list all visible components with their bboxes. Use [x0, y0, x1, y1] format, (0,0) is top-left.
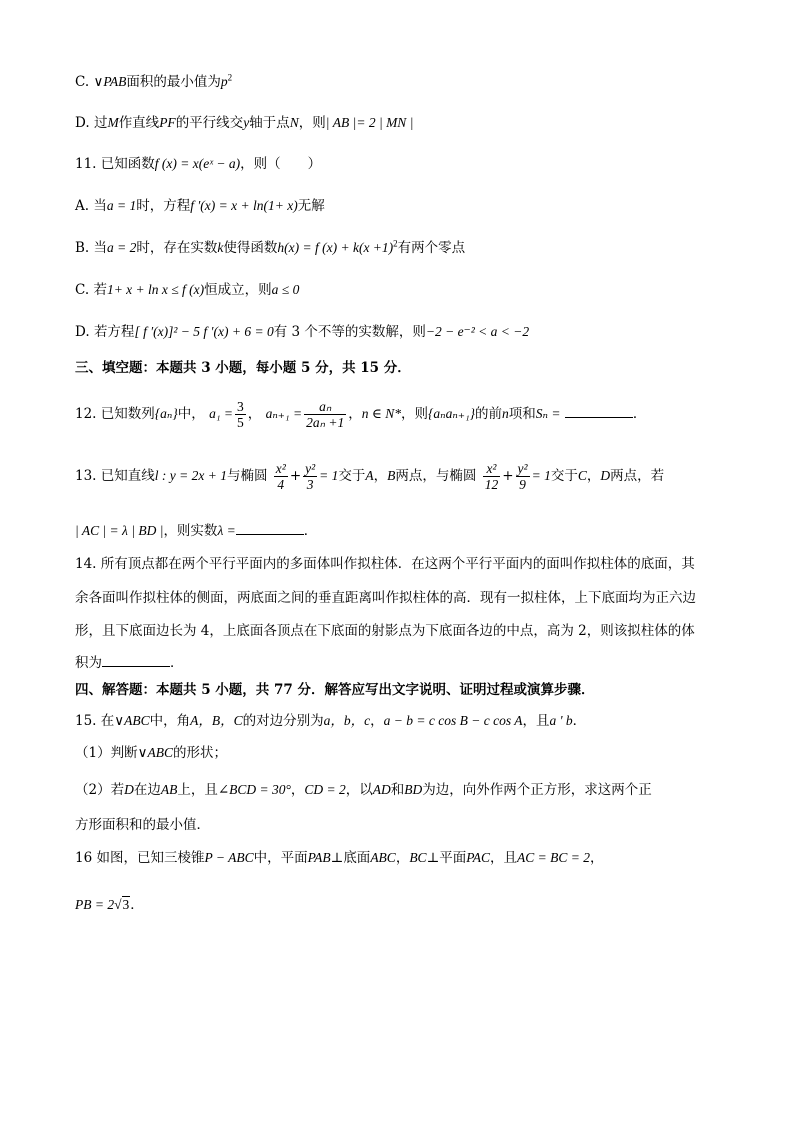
fraction-a1: $\frac{3}{5}$ [237, 399, 244, 430]
triangle-expr: ∨PAB [93, 74, 127, 89]
question-11-option-a: A. 当a = 1时，方程f ′(x) = x + ln(1+ x)无解 [75, 198, 325, 214]
question-14-line-3: 形，且下底面边长为 4，上底面各顶点在下底面的射影点为下底面各边的中点，高为 2，则该拟柱体的体 [75, 623, 695, 639]
question-15: 15. 在∨ABC中，角A，B，C的对边分别为a，b，c，a − b = c cos B − c cos A，且a ' b． [75, 713, 587, 729]
question-11-option-b: B. 当a = 2时，存在实数k使得函数h(x) = f $(x) + k(x +1)^2$有两个零点 [75, 238, 466, 256]
question-13-line-2: | AC | = λ | BD |，则实数λ = ． [75, 520, 317, 541]
question-11-option-c: C. 若1+ x + ln x ≤ f (x)恒成立，则a ≤ 0 [75, 282, 300, 298]
question-11-option-d: D. 若方程[ f ′(x)]² − 5 f ′(x) + 6 = 0有 3 个不等的实数解，则−2 − e⁻² < a < −2 [75, 324, 530, 340]
fraction-recurrence: $\frac{\text{aₙ}}{\text{2aₙ +1}}$ [306, 399, 345, 430]
question-14-line-1: 14. 所有顶点都在两个平行平面内的多面体叫作拟柱体．在这两个平行平面内的面叫作拟柱体的底面，其 [75, 556, 695, 572]
answer-blank[interactable] [102, 652, 170, 667]
question-16-line-2: PB = 2√3． [75, 897, 144, 913]
question-14-line-2: 余各面叫作拟柱体的侧面，两底面之间的垂直距离叫作拟柱体的高．现有一拟柱体，上下底面均为正六边 [75, 590, 696, 606]
section-4-heading: 四、解答题：本题共 5 小题，共 77 分．解答应写出文字说明、证明过程或演算步骤． [75, 682, 595, 698]
answer-blank[interactable] [565, 403, 633, 418]
question-15-part-1: （1）判断∨ABC的形状； [75, 745, 227, 761]
question-15-part-2: （2）若D在边AB上，且∠BCD = 30°，CD = 2，以AD和BD为边，向外作两个正方形，求这两个正 [75, 782, 652, 798]
question-15-part-2-line-2: 方形面积和的最小值． [75, 817, 210, 833]
section-3-heading: 三、填空题：本题共 3 小题，每小题 5 分，共 15 分． [75, 360, 411, 376]
answer-blank[interactable] [236, 520, 304, 535]
option-d: D. 过M作直线PF的平行线交y轴于点N，则| AB |= 2 | MN | [75, 115, 414, 131]
question-14-line-4: 积为 ． [75, 652, 184, 673]
question-16: 16 如图，已知三棱锥P − ABC中，平面PAB⊥底面ABC，BC⊥平面PAC，且AC = BC = 2， [75, 850, 604, 866]
option-c: C. ∨PAB面积的最小值为$p^2$ [75, 72, 233, 90]
question-13: 13. 已知直线l : y = 2x + 1与椭圆 $\frac{\text{x²}}{4}$ + $\frac{\text{y²}}{3}$ = 1交于A，B两点，与椭圆 $\frac{\text{x²}}{12}$ + $\frac{\text{y²}}{9}$ = 1交于C，D两点，若 [75, 461, 665, 492]
question-11-stem: 11. 已知函数f (x) = x(eˣ − a)，则（ ） [75, 156, 322, 172]
question-12: 12. 已知数列{aₙ}中， a₁ = $\frac{3}{5}$ ， aₙ₊₁ = $\frac{\text{aₙ}}{\text{2aₙ +1}}$ ，n ∈ N*，则{aₙaₙ₊₁}的前n项和Sₙ = ． [75, 399, 647, 430]
